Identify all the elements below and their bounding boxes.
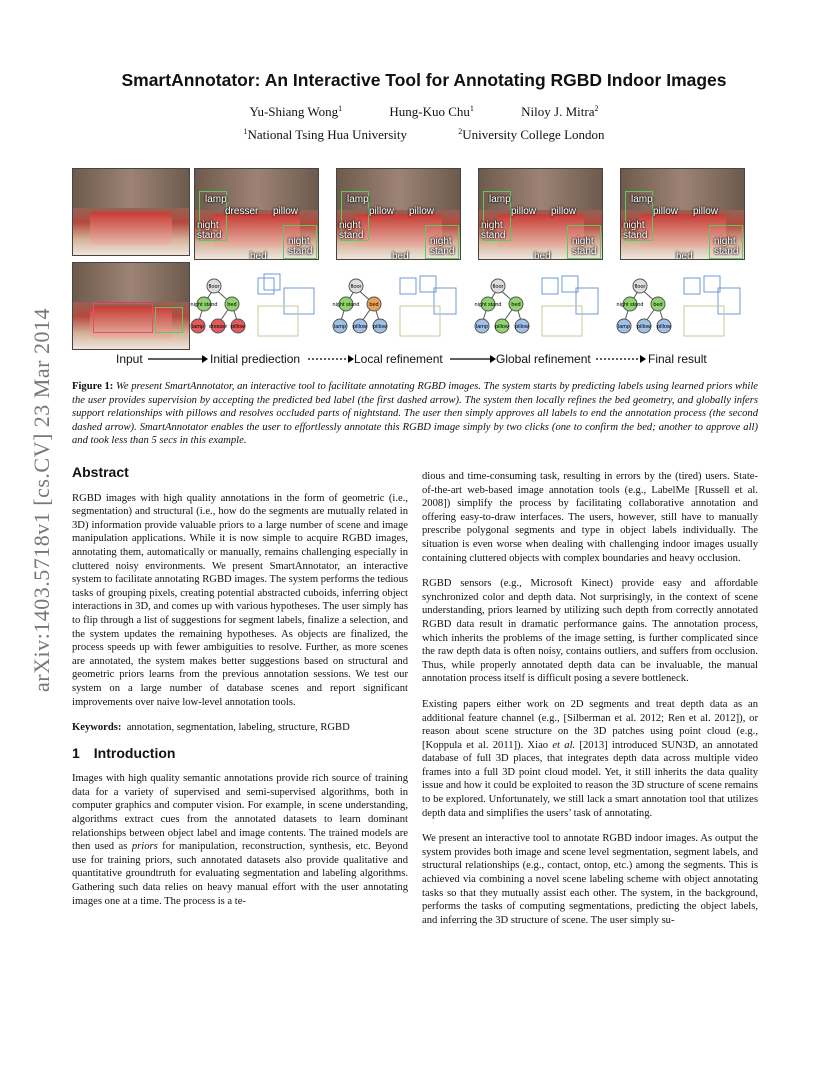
left-column [72,466,408,920]
paper-title: SmartAnnotator: An Interactive Tool for Annotating RGBD Indoor Images [121,70,727,90]
right-column [422,470,758,939]
graph-node: pillow [495,324,509,330]
graph-node: pillow [353,324,367,330]
pipeline-stages [72,352,756,368]
graph-node: lamp [618,324,630,330]
author-list [60,104,788,120]
body-paragraph: dious and time-consuming task, resulting in errors by the (tired) users. State-of-the-art web-based image annotation tools (e.g., LabelMe [Russell et al. 2008]) simplify the process by facilitating collaborative annotation and offering easy-to-draw interfaces. The users, however, still have to manually prescribe polygonal segments and type in object labels individually. The situation is even worse when dealing with challenging indoor images usually containing cluttered objects with complex boundaries and heavy occlusion. [422,471,758,564]
stage-label: Global refinement [496,352,591,366]
abstract-heading: Abstract [72,464,129,480]
stage-label: Initial prediection [210,352,301,366]
dashed-arrow-icon [596,354,646,364]
author: Hung-Kuo Chu$^1$ [389,104,474,119]
section-heading: 1 Introduction [72,744,176,761]
solid-arrow-icon [148,354,208,364]
graph-node: lamp [334,324,346,330]
graph-node: bed [227,302,237,308]
body-paragraph: We present an interactive tool to annotate RGBD indoor images. As output the system provides both image and scene level segmentation, segment labels, and structural relationships (e.g., contact, ontop, etc.) among the segments. This is achieved via combining a novel scene labeling scheme with object annotating tasks so that they mutually assist each other. The system, in the background, performs the tasks of computing segmentations, predicting the object labels, and inferring the 3D structure of scene. The user simply su- [422,833,758,926]
graph-node: night stand [332,302,360,308]
graph-node: pillow [637,324,651,330]
graph-node: pillow [231,324,245,330]
graph-node-floor: floor [634,284,646,290]
stage-label: Final result [648,352,707,366]
graph-node: bed [369,302,379,308]
graph-node: bed [653,302,663,308]
graph-node: pillow [373,324,387,330]
intro-paragraph: Images with high quality semantic annotations provide rich source of training data for a variety of supervised and semi-supervised algorithms, both in computer graphics and computer vision. For example, in scene understanding, algorithms extract cues from the annotated datasets to learn dominant relationships between object label and image contents. The trained models are then used as priors for manipulation, reconstruction, synthesis, etc. Beyond use for training priors, such annotated datasets also provide qualitative and quantitative groundtruth for evaluating segmentation and labeling algorithms. Gathering such data relies on heavy manual effort with the user annotating images one at a time. The process is a te- [72,773,408,907]
graph-node: night stand [474,302,502,308]
stage-label: Local refinement [354,352,443,366]
structure-graphs [72,266,756,366]
affiliation: $^2$University College London [458,127,605,142]
keywords: Keywords: annotation, segmentation, labeling, structure, RGBD [72,722,350,734]
graph-node: lamp [476,324,488,330]
graph-node: pillow [657,324,671,330]
graph-node: pillow [515,324,529,330]
solid-arrow-icon [450,354,496,364]
abstract-text: RGBD images with high quality annotations in the form of geometric (i.e., segmentation) and structural (i.e., how do the segments are mutually related in 3D) information provide valuable priors to a large number of scene and image manipulation applications. While it is now simple to acquire RGBD images, annotating them, automatically or manually, remains challenging especially in cluttered noisy environments. We present SmartAnnotator, an interactive system to facilitate annotating RGBD images. The system performs the tedious tasks of grouping pixels, creating potential abstracted cuboids, inferring object interactions in 3D, and comes up with various hypotheses. The user simply has to flip through a list of suggestions for segment labels, finalize a selection, and the system updates the remaining hypotheses. As objects are finalized, the process speeds up with fewer ambiguities to resolve. Further, as more scenes are annotated, the system makes better suggestions based on structural and geometric priors learns from the previous annotation sessions. We test our system on a large number of database scenes and report significant improvements over naive low-level annotation tools. [72,492,408,708]
graph-node: night stand [190,302,218,308]
graph-node: dresser [208,324,228,330]
graph-node: lamp [192,324,204,330]
teaser-figure [72,166,756,374]
graph-node: night stand [616,302,644,308]
stage-photo-initial: lamp dresser pillow night stand night stand bed [194,168,319,260]
stage-photo-final: lamp pillow pillow night stand night stand bed [620,168,745,260]
body-paragraph: Existing papers either work on 2D segments and treat depth data as an additional feature channel (e.g., [Silberman et al. 2012; Ren et al. 2012]), or reason about scene structure on the 3D patches using point cloud (e.g., [Koppula et al. 2011]). Xiao et al. [2013] introduced SUN3D, an annotated database of full 3D places, that integrates depth data across multiple video frames into a full 3D point cloud model. Yet, it still inherits the data quality issue and how it could be exploited to reason the 3D structure of scene remains to be explored. Unfortunately, we still lack a smart annotation tool that utilizes depth data and simplifies the users’ task of annotating. [422,698,758,819]
graph-node: bed [511,302,521,308]
author: Niloy J. Mitra$^2$ [521,104,599,119]
stage-label: Input [116,352,143,366]
graph-node-floor: floor [492,284,504,290]
graph-node-floor: floor [350,284,362,290]
graph-node-floor: floor [208,284,220,290]
stage-photo-global: lamp pillow pillow night stand night stand bed [478,168,603,260]
dashed-arrow-icon [308,354,354,364]
stage-photo-local: lamp pillow pillow night stand night stand bed [336,168,461,260]
author: Yu-Shiang Wong$^1$ [249,104,343,119]
arxiv-stamp: arXiv:1403.5718v1 [cs.CV] 23 Mar 2014 [29,308,54,692]
affiliation: $^1$National Tsing Hua University [243,127,407,142]
input-photo-rgb [72,168,190,256]
body-paragraph: RGBD sensors (e.g., Microsoft Kinect) provide easy and affordable synchronized color and depth data. Not surprisingly, in the context of scene understanding, priors learned by utilizing such depth from correctly annotated RGBD data result in dramatic performance gains. The annotation process, which inherits the problems of the image setting, is further complicated since the raw depth data is often noisy, contains outliers, and suffers from occlusion. Thus, while properly annotated depth data can be invaluable, the manual annotation process itself is difficult posing a severe bottleneck. [422,578,758,685]
affiliation-list [60,127,788,143]
figure-caption: Figure 1: We present SmartAnnotator, an interactive tool to facilitate annotating RGBD images. The system starts by predicting labels using learned priors while the user provides supervision by accepting the predicted bed label (the first dashed arrow). The system then locally refines the bed geometry, and globally infers support relationships with pillows and resolves occluded parts of nightstand. The user then simply approves all labels to end the annotation process (the second dashed arrow). SmartAnnotator enables the user to effortlessly annotate this RGBD image simply by two clicks (one to confirm the bed; another to approve all) and took less than 5 secs in this example. [72,381,758,447]
